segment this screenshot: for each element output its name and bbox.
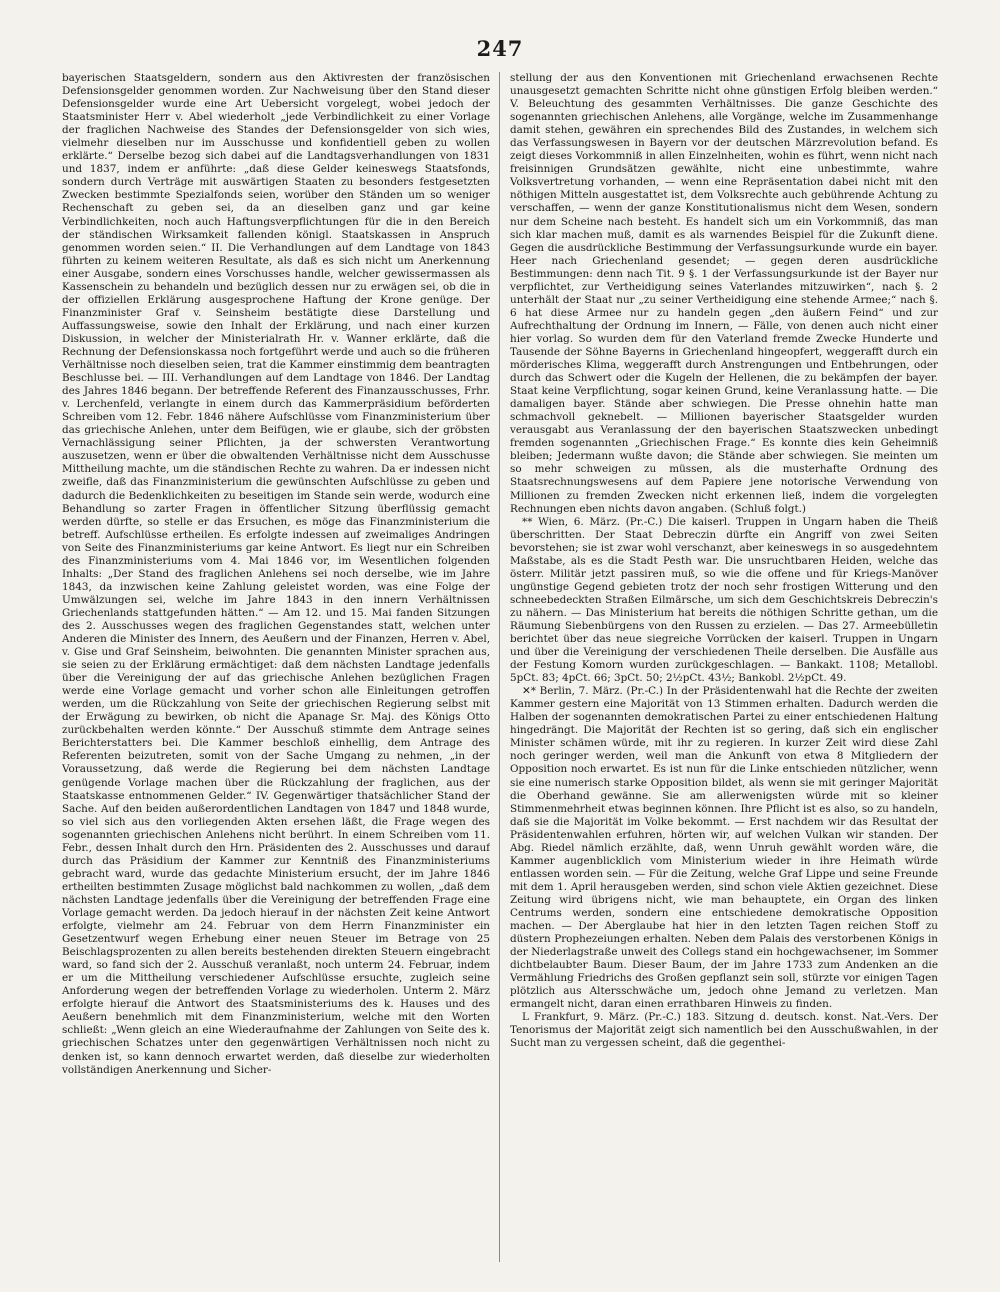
article-paragraph: stellung der aus den Konventionen mit Griechenland erwachsenen Rechte unausgesetzt gemachten Schritte nicht ohne günstigen Erfolg bleiben werden.“ V. Beleuchtung des gesammten Verhältnisses. Die ganze Geschichte des sogenannten griechischen Anlehens, alle Vorgänge, welche im Zusammenhange damit stehen, gewähren ein sprechendes Bild des Zustandes, in welchem sich das Verfassungswesen in Bayern vor der deutschen Märzrevolution befand. Es zeigt dieses Vorkommniß in allen Einzelnheiten, wohin es führt, wenn nicht nach freisinnigen Grundsätzen gewählte, nicht eine unbestimmte, wahre Volksvertretung vorhanden, — wenn eine Repräsentation dabei nicht mit den nöthigen Mitteln ausgestattet ist, dem Volksrechte auch gebührende Achtung zu verschaffen, — wenn der ganze Konstitutionalismus nicht dem Wesen, sondern nur dem Scheine nach besteht. Es handelt sich um ein Vorkommniß, das man sich klar machen muß, damit es als warnendes Beispiel für die Zukunft diene. Gegen die ausdrückliche Bestimmung der Verfassungsurkunde wurde ein bayer. Heer nach Griechenland gesendet; — gegen deren ausdrückliche Bestimmungen: denn nach Tit. 9 §. 1 der Verfassungsurkunde ist der Bayer nur verpflichtet, zur Vertheidigung seines Vaterlandes mitzuwirken“, nach §. 2 unterhält der Staat nur „zu seiner Vertheidigung eine stehende Armee;“ nach §. 6 hat diese Armee nur zu handeln gegen „den äußern Feind“ und zur Aufrechthaltung der Ordnung im Innern, — Fälle, von denen auch nicht einer hier vorlag. So wurden dem für den Vaterland fremde Zwecke Hunderte und Tausende der Söhne Bayerns in Griechenland hingeopfert, weggerafft durch ein mörderisches Klima, weggerafft durch Anstrengungen und Entbehrungen, oder durch das Schwert oder die Kugeln der Hellenen, die zu bekämpfen der bayer. Staat keine Verpflichtung, sogar keinen Grund, keine Veranlassung hatte. — Die damaligen bayer. Stände aber schwiegen. Die Presse ohnehin hatte man schmachvoll geknebelt. — Millionen bayerischer Staatsgelder wurden verausgabt aus Veranlassung der den bayerischen Staatszwecken unbedingt fremden sogenannten „Griechischen Frage.“ Es konnte dies kein Geheimniß bleiben; Jedermann wußte davon; die Stände aber schwiegen. Sie meinten um so mehr schweigen zu müssen, als die musterhafte Ordnung des Staatsrechnungswesens auf dem Papiere jene notorische Verwendung von Millionen zu fremden Zwecken nicht erkennen ließ, indem die vorgelegten Rechnungen eben nichts davon angaben. (Schluß folgt.) xyxy=(510,72,938,515)
article-paragraph: bayerischen Staatsgeldern, sondern aus den Aktivresten der französischen Defensionsgelder genommen worden. Zur Nachweisung über den Stand dieser Defensionsgelder wurde eine Art Uebersicht vorgelegt, wobei jedoch der Staatsminister Herr v. Abel wiederholt „jede Verbindlichkeit zu einer Vorlage der fraglichen Nachweise des Standes der Defensionsgelder von sich wies, vielmehr dieselben nur im Ausschusse und konfidentiell geben zu wollen erklärte.“ Derselbe bezog sich dabei auf die Landtagsverhandlungen von 1831 und 1837, indem er anführte: „daß diese Gelder keineswegs Staatsfonds, sondern durch Verträge mit auswärtigen Staaten zu besonders festgesetzten Zwecken bestimmte Spezialfonds seien, worüber den Ständen um so weniger Rechenschaft zu geben sei, da an dieselben ganz und gar keine Verbindlichkeiten, noch auch Haftungsverpflichtungen für die in den Bereich der ständischen Wirksamkeit fallenden königl. Staatskassen in Anspruch genommen worden seien.“ II. Die Verhandlungen auf dem Landtage von 1843 führten zu keinem weiteren Resultate, als daß es sich nicht um Anerkennung einer Ausgabe, sondern eines Vorschusses handle, welcher gewissermassen als Kassenschein zu behandeln und bezüglich dessen nur zu erwägen sei, ob die in der offiziellen Erklärung ausgesprochene Haftung der Krone genüge. Der Finanzminister Graf v. Seinsheim bestätigte diese Darstellung und Auffassungsweise, sowie den Inhalt der Erklärung, und nach einer kurzen Diskussion, in welcher der Ministerialrath Hr. v. Wanner erklärte, daß die Rechnung der Defensionskassa noch fortgeführt werde und auch so die früheren Verhältnisse noch dieselben seien, trat die Kammer einstimmig dem beantragten Beschlusse bei. — III. Verhandlungen auf dem Landtage von 1846. Der Landtag des Jahres 1846 begann. Der betreffende Referent des Finanzausschusses, Frhr. v. Lerchenfeld, verlangte in einem durch das Kammerpräsidium beförderten Schreiben vom 12. Febr. 1846 nähere Aufschlüsse vom Finanzministerium über das griechische Anlehen, unter dem Beifügen, wie er glaube, sich der gröbsten Vernachlässigung seiner Pflichten, ja der schwersten Verantwortung auszusetzen, wenn er über die obwaltenden Verhältnisse nicht dem Ausschusse Mittheilung machte, um die ständischen Rechte zu wahren. Da er indessen nicht zweifle, daß das Finanzministerium die gewünschten Aufschlüsse zu geben und dadurch die Bedenklichkeiten zu beseitigen im Stande sein werde, wodurch eine Behandlung so zarter Fragen in öffentlicher Sitzung überflüssig gemacht werden dürfte, so stelle er das Ersuchen, es möge das Finanzministerium die betreff. Aufschlüsse ertheilen. Es erfolgte indessen auf zweimaliges Andringen von Seite des Finanzministeriums gar keine Antwort. Es liegt nur ein Schreiben des Finanzministeriums vom 4. Mai 1846 vor, im Wesentlichen folgenden Inhalts: „Der Stand des fraglichen Anlehens sei noch derselbe, wie im Jahre 1843, da inzwischen keine Zahlung geleistet worden, was eine Folge der Umwälzungen sei, welche im Jahre 1843 in den innern Verhältnissen Griechenlands stattgefunden hätten.“ — Am 12. und 15. Mai fanden Sitzungen des 2. Ausschusses wegen des fraglichen Gegenstandes statt, welchen unter Anderen die Minister des Innern, des Aeußern und der Finanzen, Herren v. Abel, v. Gise und Graf Seinsheim, beiwohnten. Die genannten Minister sprachen aus, sie seien zu der Erklärung ermächtiget: daß dem nächsten Landtage jedenfalls über die Vereinigung der auf das griechische Anlehen bezüglichen Fragen werde eine Vorlage gemacht und vorher schon alle Einleitungen getroffen werden, um die Rückzahlung von Seite der griechischen Regierung selbst mit der Erwägung zu bewirken, ob nicht die Apanage Sr. Maj. des Königs Otto zurückbehalten werden könnte.“ Der Ausschuß stimmte dem Antrage seines Berichterstatters bei. Die Kammer beschloß einhellig, dem Antrage des Referenten beizutreten, somit von der Sache Umgang zu nehmen, „in der Voraussetzung, daß werde die Regierung bei dem nächsten Landtage genügende Vorlage machen über die Rückzahlung der fraglichen, aus der Staatskasse entnommenen Gelder.“ IV. Gegenwärtiger thatsächlicher Stand der Sache. Auf den beiden außerordentlichen Landtagen von 1847 und 1848 wurde, so viel sich aus den vorliegenden Akten ersehen läßt, die Frage wegen des sogenannten griechischen Anlehens nicht berührt. In einem Schreiben vom 11. Febr., dessen Inhalt durch den Hrn. Präsidenten des 2. Ausschusses und darauf durch das Präsidium der Kammer zur Kenntniß des Finanzministeriums gebracht ward, wurde das gedachte Ministerium ersucht, der im Jahre 1846 ertheilten bestimmten Zusage möglichst bald nachkommen zu wollen, „daß dem nächsten Landtage jedenfalls über die Vereinigung der betreffenden Frage eine Vorlage gemacht werden. Da jedoch hierauf in der nächsten Zeit keine Antwort erfolgte, vielmehr am 24. Februar von dem Herrn Finanzminister ein Gesetzentwurf wegen Erhebung einer neuen Steuer im Betrage von 25 Beischlagsprozenten zu allen bereits bestehenden direkten Steuern eingebracht ward, so fand sich der 2. Ausschuß veranlaßt, noch unterm 24. Februar, indem er um die Mittheilung verschiedener Aufschlüsse ersuchte, zugleich seine Anforderung wegen der betreffenden Vorlage zu wiederholen. Unterm 2. März erfolgte hierauf die Antwort des Staatsministeriums des k. Hauses und des Aeußern benehmlich mit dem Finanzministerium, welche mit den Worten schließt: „Wenn gleich an eine Wiederaufnahme der Zahlungen von Seite des k. griechischen Schatzes unter den gegenwärtigen Verhältnissen noch nicht zu denken ist, so kann dennoch erwartet werden, daß dieselbe zur wiederholten vollständigen Anerkennung und Sicher- xyxy=(62,72,490,1076)
page-number: 247 xyxy=(476,36,524,61)
dispatch-berlin: ✕* Berlin, 7. März. (Pr.-C.) In der Präsidentenwahl hat die Rechte der zweiten Kammer gestern eine Majorität von 13 Stimmen erhalten. Dadurch werden die Halben der sogenannten demokratischen Partei zu einer entschiedenen Haltung hingedrängt. Die Majorität der Rechten ist so gering, daß sich ein englischer Minister schämen würde, mit ihr zu regieren. In kurzer Zeit wird diese Zahl noch geringer werden, weil man die Ankunft von etwa 8 Mitgliedern der Opposition noch erwartet. Es ist nun für die Linke entschieden nützlicher, wenn sie eine numerisch starke Opposition bildet, als wenn sie mit geringer Majorität die Oberhand gewänne. Sie am allerwenigsten würde mit so kleiner Stimmenmehrheit etwas beginnen können. Ihre Pflicht ist es also, so zu handeln, daß sie die Majorität im Volke bekommt. — Erst nachdem wir das Resultat der Präsidentenwahlen erfuhren, hörten wir, auf welchen Vulkan wir standen. Der Abg. Riedel nämlich erzählte, daß, wenn Unruh gewählt worden wäre, die Kammer augenblicklich vom Ministerium wieder in ihre Heimath würde entlassen worden sein. — Für die Zeitung, welche Graf Lippe und seine Freunde mit dem 1. April herausgeben werden, sind schon viele Aktien gezeichnet. Diese Zeitung wird übrigens nicht, wie man behauptete, ein Organ des linken Centrums werden, sondern eine entschiedene demokratische Opposition machen. — Der Aberglaube hat hier in den letzten Tagen reichen Stoff zu düstern Prophezeiungen erhalten. Neben dem Palais des verstorbenen Königs in der Niederlagstraße unweit des Collegs stand ein hochgewachsener, im Sommer dichtbelaubter Baum. Dieser Baum, der im Jahre 1733 zum Andenken an die Vermählung Friedrichs des Großen gepflanzt sein soll, stürzte vor einigen Tagen plötzlich aus Altersschwäche um, jedoch ohne Jemand zu verletzen. Man ermangelt nicht, daran einen errathbaren Hinweis zu finden. xyxy=(510,685,938,1011)
dispatch-wien: ** Wien, 6. März. (Pr.-C.) Die kaiserl. Truppen in Ungarn haben die Theiß überschritten. Der Staat Debreczin dürfte ein Angriff von zwei Seiten bevorstehen; sie ist zwar wohl verschanzt, aber keineswegs in so ausgedehntem Maßstabe, als es die Stadt Pesth war. Die unsruchtbaren Heiden, welche das österr. Militär jetzt passiren muß, so wie die offene und für Kriegs-Manöver ungünstige Gegend gebieten trotz der noch sehr frostigen Witterung und den schneebedeckten Straßen Eilmärsche, um sich dem Geschichtskreis Debreczin's zu nähern. — Das Ministerium hat bereits die nöthigen Schritte gethan, um die Räumung Siebenbürgens von den Russen zu erzielen. — Das 27. Armeebülletin berichtet über das neue siegreiche Vorrücken der kaiserl. Truppen in Ungarn und über die Vereinigung der verschiedenen Theile derselben. Die Ausfälle aus der Festung Komorn wurden zurückgeschlagen. — Bankakt. 1108; Metallobl. 5pCt. 83; 4pCt. 66; 3pCt. 50; 2½pCt. 43½; Bankobl. 2½pCt. 49. xyxy=(510,515,938,685)
column-divider xyxy=(499,72,500,1262)
text-columns xyxy=(62,72,938,1262)
left-column xyxy=(62,72,490,1262)
right-column xyxy=(510,72,938,1262)
dispatch-frankfurt: L Frankfurt, 9. März. (Pr.-C.) 183. Sitzung d. deutsch. konst. Nat.-Vers. Der Tenorismus der Majorität zeigt sich namentlich bei den Ausschußwahlen, in der Sucht man zu vergessen scheint, daß die gegenthei- xyxy=(510,1011,938,1050)
